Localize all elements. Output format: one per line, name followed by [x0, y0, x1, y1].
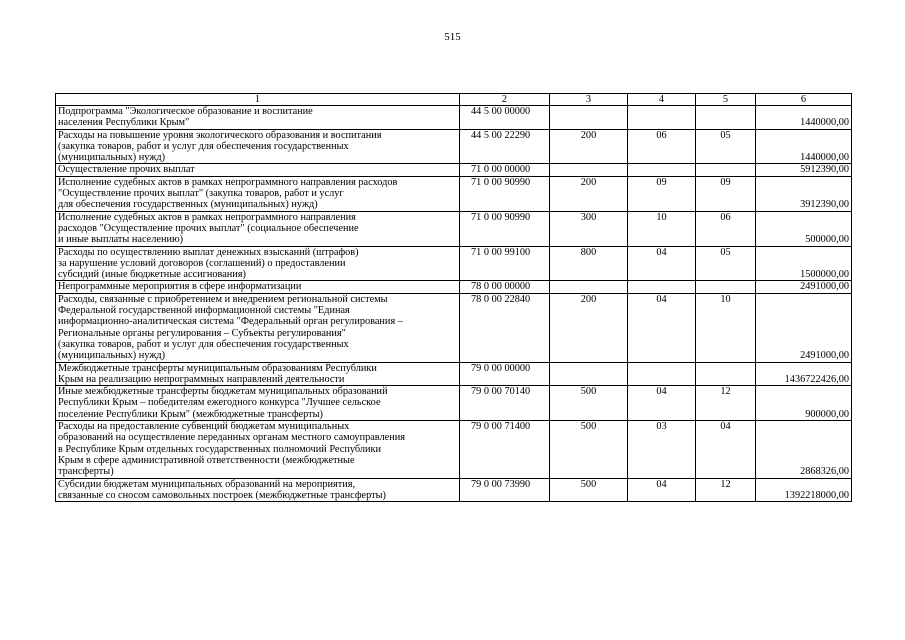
row-subsection-cell: 04 — [696, 421, 756, 478]
row-section-cell — [628, 164, 696, 176]
column-number-2: 2 — [460, 94, 550, 106]
row-section-cell: 04 — [628, 293, 696, 362]
table-row — [56, 478, 852, 502]
row-code-cell: 78 0 00 22840 — [460, 293, 550, 362]
row-amount-cell: 1440000,00 — [756, 129, 852, 164]
row-name-cell: Исполнение судебных актов в рамках непрограммного направления расходов "Осуществление прочих выплат" (закупка товаров, работ и услуг для обеспечения государственных (муниципальных) нужд) — [56, 176, 460, 211]
table-row — [56, 246, 852, 281]
row-expense-type-cell: 500 — [550, 478, 628, 502]
row-section-cell: 03 — [628, 421, 696, 478]
row-name-cell: Расходы на предоставление субвенций бюджетам муниципальных образований на осуществление переданных органам местного самоуправления в Республике Крым отдельных государственных полномочий Республики Крым в сфере административной ответственности (межбюджетные трансферты) — [56, 421, 460, 478]
row-name-cell: Непрограммные мероприятия в сфере информатизации — [56, 281, 460, 293]
table-row — [56, 164, 852, 176]
row-name-cell: Расходы, связанные с приобретением и внедрением региональной системы Федеральной государственной информационной системы "Единая информационно-аналитическая система "Федеральный орган регулирования – Региональные органы регулирования – Субъекты регулирования" (закупка товаров, работ и услуг для обеспечения государственных (муниципальных) нужд) — [56, 293, 460, 362]
table-row — [56, 362, 852, 386]
row-expense-type-cell — [550, 164, 628, 176]
row-amount-cell: 2491000,00 — [756, 293, 852, 362]
row-section-cell: 09 — [628, 176, 696, 211]
budget-table — [55, 93, 852, 502]
table-row — [56, 293, 852, 362]
row-amount-cell: 500000,00 — [756, 211, 852, 246]
row-amount-cell: 2491000,00 — [756, 281, 852, 293]
row-amount-cell: 5912390,00 — [756, 164, 852, 176]
row-section-cell: 06 — [628, 129, 696, 164]
row-subsection-cell: 12 — [696, 478, 756, 502]
row-code-cell: 79 0 00 71400 — [460, 421, 550, 478]
column-number-4: 4 — [628, 94, 696, 106]
table-row — [56, 129, 852, 164]
row-name-cell: Субсидии бюджетам муниципальных образований на мероприятия, связанные со сносом самовольных построек (межбюджетные трансферты) — [56, 478, 460, 502]
row-section-cell — [628, 106, 696, 130]
row-expense-type-cell: 500 — [550, 421, 628, 478]
row-expense-type-cell — [550, 281, 628, 293]
row-amount-cell: 3912390,00 — [756, 176, 852, 211]
row-expense-type-cell: 300 — [550, 211, 628, 246]
row-subsection-cell: 10 — [696, 293, 756, 362]
row-expense-type-cell — [550, 106, 628, 130]
row-code-cell: 71 0 00 99100 — [460, 246, 550, 281]
column-number-6: 6 — [756, 94, 852, 106]
column-number-5: 5 — [696, 94, 756, 106]
row-expense-type-cell: 200 — [550, 129, 628, 164]
column-number-row — [56, 94, 852, 106]
table-row — [56, 211, 852, 246]
row-code-cell: 71 0 00 90990 — [460, 176, 550, 211]
row-section-cell: 04 — [628, 386, 696, 421]
row-code-cell: 79 0 00 00000 — [460, 362, 550, 386]
row-code-cell: 44 5 00 00000 — [460, 106, 550, 130]
row-name-cell: Межбюджетные трансферты муниципальным образованиям Республики Крым на реализацию непрограммных направлений деятельности — [56, 362, 460, 386]
budget-table-body — [56, 94, 852, 502]
table-row — [56, 386, 852, 421]
row-amount-cell: 1440000,00 — [756, 106, 852, 130]
row-subsection-cell: 06 — [696, 211, 756, 246]
row-amount-cell: 1392218000,00 — [756, 478, 852, 502]
row-subsection-cell: 05 — [696, 246, 756, 281]
row-code-cell: 79 0 00 73990 — [460, 478, 550, 502]
row-expense-type-cell: 200 — [550, 176, 628, 211]
row-expense-type-cell — [550, 362, 628, 386]
row-section-cell — [628, 281, 696, 293]
row-code-cell: 44 5 00 22290 — [460, 129, 550, 164]
row-name-cell: Иные межбюджетные трансферты бюджетам муниципальных образований Республики Крым – победителям ежегодного конкурса "Лучшее сельское поселение Республики Крым" (межбюджетные трансферты) — [56, 386, 460, 421]
row-subsection-cell: 12 — [696, 386, 756, 421]
row-amount-cell: 1500000,00 — [756, 246, 852, 281]
row-subsection-cell — [696, 164, 756, 176]
row-subsection-cell: 05 — [696, 129, 756, 164]
page-number: 515 — [444, 31, 461, 43]
row-subsection-cell — [696, 281, 756, 293]
table-row — [56, 421, 852, 478]
row-section-cell — [628, 362, 696, 386]
row-section-cell: 04 — [628, 478, 696, 502]
row-subsection-cell — [696, 362, 756, 386]
row-expense-type-cell: 500 — [550, 386, 628, 421]
column-number-3: 3 — [550, 94, 628, 106]
row-amount-cell: 1436722426,00 — [756, 362, 852, 386]
row-code-cell: 79 0 00 70140 — [460, 386, 550, 421]
row-subsection-cell — [696, 106, 756, 130]
row-name-cell: Осуществление прочих выплат — [56, 164, 460, 176]
row-amount-cell: 2868326,00 — [756, 421, 852, 478]
table-row — [56, 281, 852, 293]
row-expense-type-cell: 200 — [550, 293, 628, 362]
row-section-cell: 10 — [628, 211, 696, 246]
row-section-cell: 04 — [628, 246, 696, 281]
row-name-cell: Подпрограмма "Экологическое образование и воспитание населения Республики Крым" — [56, 106, 460, 130]
row-name-cell: Расходы на повышение уровня экологического образования и воспитания (закупка товаров, работ и услуг для обеспечения государственных (муниципальных) нужд) — [56, 129, 460, 164]
row-code-cell: 71 0 00 90990 — [460, 211, 550, 246]
row-name-cell: Исполнение судебных актов в рамках непрограммного направления расходов "Осуществление прочих выплат" (социальное обеспечение и иные выплаты населению) — [56, 211, 460, 246]
table-row — [56, 176, 852, 211]
row-code-cell: 78 0 00 00000 — [460, 281, 550, 293]
row-name-cell: Расходы по осуществлению выплат денежных взысканий (штрафов) за нарушение условий договоров (соглашений) о предоставлении субсидий (иные бюджетные ассигнования) — [56, 246, 460, 281]
row-amount-cell: 900000,00 — [756, 386, 852, 421]
column-number-1: 1 — [56, 94, 460, 106]
row-code-cell: 71 0 00 00000 — [460, 164, 550, 176]
row-expense-type-cell: 800 — [550, 246, 628, 281]
table-row — [56, 106, 852, 130]
row-subsection-cell: 09 — [696, 176, 756, 211]
